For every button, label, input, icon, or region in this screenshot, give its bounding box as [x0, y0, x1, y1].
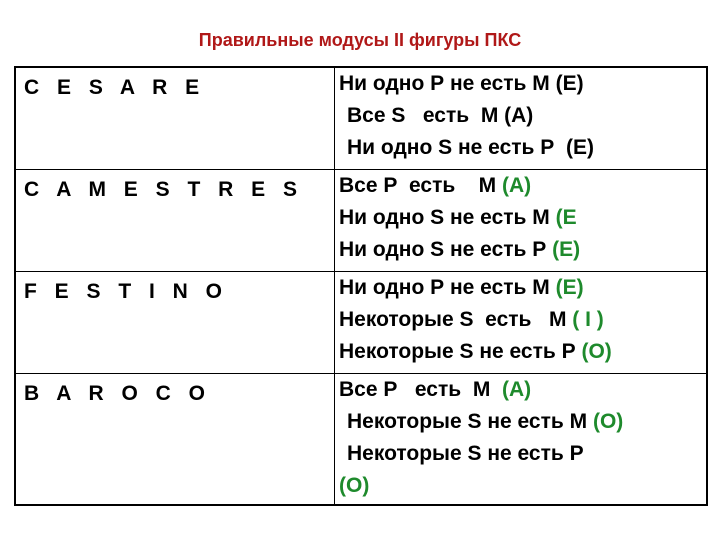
premise-text: Все S есть М (А) [347, 104, 534, 127]
mode-name-cell [15, 67, 335, 169]
premise-type-label: (Е [555, 205, 577, 229]
premises-cell [335, 373, 708, 505]
mode-name-cell [15, 169, 335, 271]
mode-name: F E S T I N O [24, 279, 229, 303]
mode-row [15, 67, 707, 169]
premise-text: Некоторые S не есть М [347, 409, 593, 433]
premise-text: Ни одно Р не есть М [339, 275, 556, 299]
premise-line [335, 470, 706, 504]
premise-line [335, 132, 706, 166]
mode-row [15, 169, 707, 271]
mode-name-cell [15, 271, 335, 373]
premise-type-label: (А) [501, 173, 532, 197]
premise-line [335, 406, 706, 438]
mode-name: C E S A R E [24, 76, 206, 99]
mode-row [15, 373, 707, 505]
premise-text: Все Р есть М [339, 173, 502, 197]
mode-row [15, 271, 707, 373]
premise-line [335, 272, 706, 304]
mode-name: C A M E S T R E S [24, 177, 303, 201]
premise-line [335, 304, 706, 336]
premise-type-label: (Е) [555, 275, 584, 299]
page-title: Правильные модусы II фигуры ПКС [198, 30, 522, 50]
premise-type-label: (О) [339, 473, 370, 497]
premise-text: Некоторые S не есть Р [339, 339, 582, 363]
premise-text: Ни одно S не есть Р (Е) [347, 136, 594, 159]
premise-line [335, 374, 706, 406]
premise-line [335, 336, 706, 370]
premise-type-label: (Е) [552, 237, 581, 261]
premise-text: Ни одно S не есть Р [339, 237, 553, 261]
premise-type-label: (О) [581, 339, 612, 363]
mode-name: B A R O C O [24, 381, 211, 405]
premise-line [335, 170, 706, 202]
premise-line [335, 100, 706, 132]
premises-cell [335, 271, 708, 373]
premise-text: Некоторые S не есть Р [347, 441, 584, 465]
premises-cell [335, 67, 708, 169]
premise-type-label: (О) [592, 409, 624, 433]
syllogism-modes-table [14, 66, 708, 506]
premise-text: Ни одно S не есть М [339, 205, 556, 229]
premise-text: Некоторые S есть М [339, 307, 573, 331]
premise-text: Все Р есть М [339, 377, 502, 401]
mode-name-cell [15, 373, 335, 505]
premise-type-label: ( I ) [572, 307, 604, 331]
premise-type-label: (А) [501, 377, 532, 401]
premise-line [335, 202, 706, 234]
premise-line [335, 438, 706, 470]
premises-cell [335, 169, 708, 271]
premise-line [335, 234, 706, 268]
premise-text: Ни одно Р не есть М (Е) [339, 72, 584, 95]
premise-line [335, 68, 706, 100]
